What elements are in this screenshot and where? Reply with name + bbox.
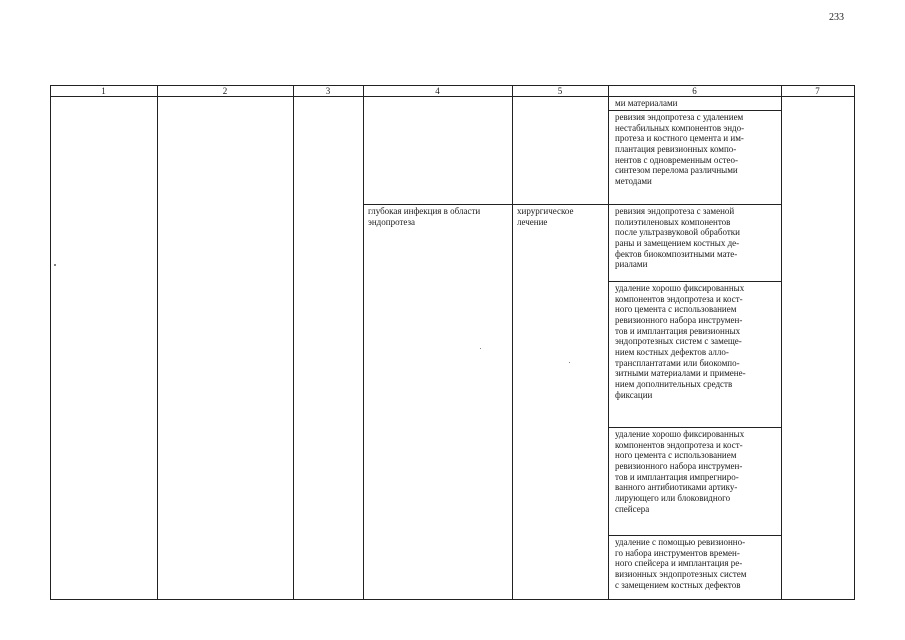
text-line: ревизия эндопротеза с заменой <box>615 206 735 216</box>
text-line: тов и имплантация импрегниро- <box>615 471 739 482</box>
text-line: визионных эндопротезных систем <box>615 568 747 579</box>
text-line: эндопротеза <box>368 216 416 227</box>
table-border-right <box>854 85 855 600</box>
header-cell-5: 5 <box>557 86 563 96</box>
text-line: компонентов эндопротеза и кост- <box>615 293 743 304</box>
method-cell <box>615 283 783 400</box>
header-cell-3: 3 <box>325 86 331 96</box>
text-line: спейсера <box>615 503 650 514</box>
text-line: протеза и костного цемента и им- <box>615 133 744 144</box>
header-cell-1: 1 <box>101 86 106 96</box>
method-cell <box>615 98 783 109</box>
text-line: нестабильных компонентов эндо- <box>615 122 745 133</box>
column-divider <box>293 85 294 600</box>
text-line: ревизионного набора инструмен- <box>615 314 743 325</box>
table-bottom-border <box>50 599 855 600</box>
cell-divider <box>608 427 782 428</box>
cell-divider <box>608 535 782 536</box>
document-table <box>50 85 855 600</box>
text-line: ревизия эндопротеза с удалением <box>615 112 744 122</box>
text-line: ного спейсера и имплантация ре- <box>615 558 743 569</box>
text-line: фектов биокомпозитными мате- <box>615 248 738 259</box>
text-line: компонентов эндопротеза и кост- <box>615 439 743 450</box>
text-line: синтезом перелома различными <box>615 165 738 176</box>
text-line: плантация ревизионных компо- <box>615 143 737 154</box>
method-cell <box>615 429 783 514</box>
text-line: ревизионного набора инструмен- <box>615 460 743 471</box>
scan-speck <box>569 362 570 363</box>
text-line: лирующего или блоковидного <box>615 492 731 503</box>
column-divider <box>608 85 609 600</box>
text-line: ного цемента с использованием <box>615 450 737 461</box>
cell-divider <box>608 110 782 111</box>
header-cell-7: 7 <box>815 86 820 96</box>
text-line: трансплантатами или биокомпо- <box>615 357 740 368</box>
method-cell <box>615 112 783 187</box>
header-row-divider <box>50 96 855 97</box>
text-line: методами <box>615 175 652 186</box>
text-line: зитными материалами и примене- <box>615 368 746 379</box>
column-divider <box>157 85 158 600</box>
text-line: хирургическое <box>517 206 574 216</box>
text-line: лечение <box>517 216 548 227</box>
diagnosis-cell <box>368 206 510 227</box>
header-cell-2: 2 <box>222 86 228 96</box>
text-line: ванного антибиотиками артику- <box>615 482 738 493</box>
scan-speck <box>54 264 56 266</box>
text-line: нентов с одновременным остео- <box>615 154 739 165</box>
text-line: го набора инструментов времен- <box>615 547 740 558</box>
text-line: риалами <box>615 259 648 270</box>
text-line: удаление хорошо фиксированных <box>615 429 745 439</box>
text-line: эндопротезных систем с замеще- <box>615 336 742 347</box>
header-cell-4: 4 <box>435 86 440 96</box>
text-line: фиксации <box>615 389 653 400</box>
text-line: удаление хорошо фиксированных <box>615 283 745 293</box>
page-number: 233 <box>829 12 844 23</box>
text-line: нием костных дефектов алло- <box>615 346 729 357</box>
text-line: тов и имплантация ревизионных <box>615 325 741 336</box>
text-line: ми материалами <box>615 98 678 108</box>
text-line: полиэтиленовых компонентов <box>615 216 731 227</box>
column-divider <box>512 85 513 600</box>
text-line: после ультразвуковой обработки <box>615 227 740 238</box>
text-line: с замещением костных дефектов <box>615 579 741 590</box>
header-cell-6: 6 <box>692 86 697 96</box>
text-line: глубокая инфекция в области <box>368 206 481 216</box>
text-line: удаление с помощью ревизионно- <box>615 537 746 547</box>
scan-speck <box>480 348 481 349</box>
cell-divider <box>608 281 782 282</box>
method-cell <box>615 206 783 270</box>
text-line: ного цемента с использованием <box>615 304 737 315</box>
table-border-left <box>50 85 51 600</box>
text-line: раны и замещением костных де- <box>615 237 740 248</box>
method-cell <box>615 537 783 590</box>
text-line: нием дополнительных средств <box>615 378 733 389</box>
treatment-type-cell <box>517 206 607 227</box>
row-divider <box>363 204 782 205</box>
column-divider <box>363 85 364 600</box>
